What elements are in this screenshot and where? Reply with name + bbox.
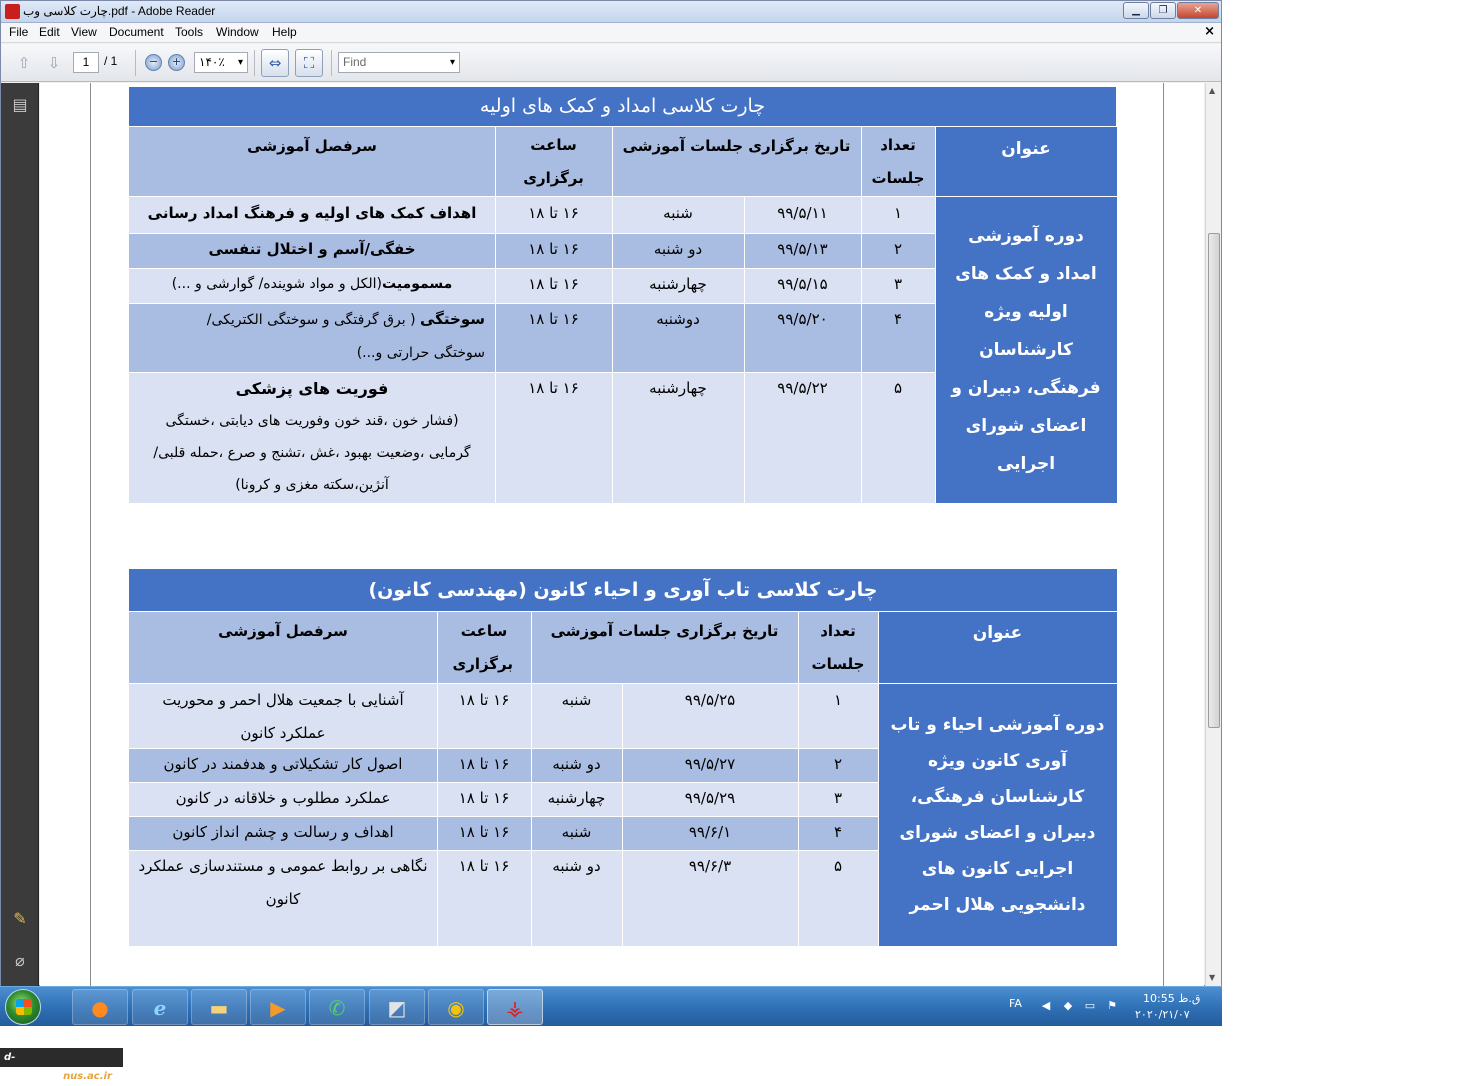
chart2-row4-day: شنبه <box>531 816 622 850</box>
grid-line <box>129 233 935 234</box>
chart1-row3-topic-cell <box>129 268 495 303</box>
chart1-row5-date: ۹۹/۵/۲۲ <box>744 372 861 503</box>
toolbar-separator <box>254 50 255 76</box>
document-view[interactable] <box>40 83 1204 986</box>
zoom-level-value: ۱۴۰٪ <box>199 55 225 69</box>
page-total: / 1 <box>104 54 118 68</box>
taskbar <box>0 986 1222 1026</box>
grid-line <box>129 850 878 851</box>
chart2-row4-time: ۱۶ تا ۱۸ <box>437 816 531 850</box>
internet-explorer-icon[interactable]: e <box>132 989 188 1025</box>
close-document-icon[interactable]: × <box>1204 24 1215 39</box>
media-player-icon[interactable]: ▶ <box>250 989 306 1025</box>
window-title: چارت کلاسی وب.pdf - Adobe Reader <box>23 4 216 18</box>
chart1-title: چارت کلاسی امداد و کمک های اولیه <box>129 87 1116 127</box>
chart1-row3-date: ۹۹/۵/۱۵ <box>744 268 861 303</box>
firefox-icon[interactable]: ● <box>72 989 128 1025</box>
page-left-edge <box>90 83 91 986</box>
chart1-header-time: ساعت برگزاری <box>495 127 612 196</box>
chart1-row2-time: ۱۶ تا ۱۸ <box>495 233 612 268</box>
chart2-row2-topic: اصول کار تشکیلاتی و هدفمند در کانون <box>129 748 437 782</box>
clock-time[interactable]: ق.ظ 10:55 <box>1143 992 1201 1005</box>
toolbar-separator <box>331 50 332 76</box>
zoom-dropdown-icon: ▾ <box>237 57 243 68</box>
grid-line <box>437 612 438 946</box>
grid-line <box>129 268 935 269</box>
adobe-reader-icon <box>5 4 20 19</box>
pages-icon[interactable]: ▤ <box>12 95 28 114</box>
chart1-row4-date: ۹۹/۵/۲۰ <box>744 303 861 372</box>
menu-tools[interactable]: Tools <box>175 25 204 39</box>
chart1-row1-time: ۱۶ تا ۱۸ <box>495 197 612 233</box>
chart1-row3-topic: مسمومیت <box>382 276 453 292</box>
chart2-row5-topic: نگاهی بر روابط عمومی و مستندسازی عملکرد کانون <box>129 850 437 946</box>
scroll-up-icon[interactable]: ▲ <box>1209 86 1216 95</box>
chart1-row4-day: دوشنبه <box>612 303 744 372</box>
network-icon[interactable]: ▭ <box>1084 999 1096 1012</box>
grid-line <box>798 612 799 946</box>
title-bar[interactable] <box>1 1 1221 23</box>
grid-line <box>129 372 935 373</box>
grid-line <box>531 612 532 946</box>
maximize-button[interactable]: ❐ <box>1150 2 1176 19</box>
window-controls <box>1123 2 1219 19</box>
menu-file[interactable]: File <box>9 25 29 39</box>
grid-line <box>622 684 623 946</box>
find-input[interactable] <box>338 52 460 73</box>
zoom-in-icon[interactable]: + <box>168 54 185 71</box>
grid-line <box>129 782 878 783</box>
clock-date[interactable]: ۲۰۲۰/۲۱/۰۷ <box>1135 1008 1190 1021</box>
chart1-row2-day: دو شنبه <box>612 233 744 268</box>
watermark-domain: d-boroujerd. <box>4 1052 64 1082</box>
chart1-row4-topic: سوختگی <box>420 310 485 328</box>
chart1-row5-time: ۱۶ تا ۱۸ <box>495 372 612 503</box>
chart1-row1-number: ۱ <box>861 197 935 233</box>
minimize-button[interactable]: ▁ <box>1123 2 1149 19</box>
chart1-row5-number: ۵ <box>861 372 935 503</box>
page-right-edge <box>1163 83 1164 986</box>
whatsapp-icon[interactable]: ✆ <box>309 989 365 1025</box>
grid-line <box>129 126 1116 127</box>
toolbar <box>1 44 1221 82</box>
chart1-header-topic: سرفصل آموزشی <box>129 127 495 196</box>
volume-icon[interactable]: ◀ <box>1041 999 1051 1012</box>
chart2-row5-number: ۵ <box>798 850 878 946</box>
chart1-course-title: دوره آموزشی امداد و کمک های اولیه ویژه کارشناسان فرهنگی، دبیران و اعضای شورای اجرایی <box>935 197 1117 503</box>
next-page-icon[interactable]: ⇩ <box>47 54 61 72</box>
comments-icon[interactable]: ✎ <box>13 909 27 928</box>
watermark-domain-accent: nus.ac.ir <box>63 1071 112 1082</box>
watermark <box>0 1048 123 1082</box>
chart2-row4-number: ۴ <box>798 816 878 850</box>
chart1-row2-date: ۹۹/۵/۱۳ <box>744 233 861 268</box>
grid-line <box>935 127 936 503</box>
chart1-header-date: تاریخ برگزاری جلسات آموزشی <box>612 127 861 196</box>
chart2-row2-number: ۲ <box>798 748 878 782</box>
grid-line <box>129 816 878 817</box>
adobe-reader-icon[interactable]: ⚶ <box>487 989 543 1025</box>
chart1-row1-topic: اهداف کمک های اولیه و فرهنگ امداد رسانی <box>129 197 495 233</box>
chart2-row3-date: ۹۹/۵/۲۹ <box>622 782 798 816</box>
zoom-out-icon[interactable]: − <box>145 54 162 71</box>
chart2-row1-time: ۱۶ تا ۱۸ <box>437 684 531 748</box>
chart1-row5-topic-cell <box>129 372 495 503</box>
chart2-course-title: دوره آموزشی احیاء و تاب آوری کانون ویژه کارشناسان فرهنگی، دبیران و اعضای شورای اجرایی کانون های دانشجویی هلال احمر <box>878 684 1117 946</box>
page-number-input[interactable]: 1 <box>73 52 99 73</box>
chart1-header-sessions: تعداد جلسات <box>861 127 935 196</box>
vertical-scrollbar[interactable] <box>1205 83 1221 986</box>
previous-page-icon[interactable]: ⇧ <box>17 54 31 72</box>
chart2-row1-topic: آشنایی با جمعیت هلال احمر و محوریت عملکرد کانون <box>129 684 437 748</box>
chart1-row1-day: شنبه <box>612 197 744 233</box>
chart1-row2-number: ۲ <box>861 233 935 268</box>
chart1-row4-time: ۱۶ تا ۱۸ <box>495 303 612 372</box>
navigation-panel <box>1 83 39 986</box>
grid-line <box>129 196 1116 197</box>
menu-bar <box>1 23 1221 43</box>
system-tray <box>997 987 1222 1027</box>
chart2-row2-day: دو شنبه <box>531 748 622 782</box>
action-center-icon[interactable]: ⚑ <box>1107 999 1117 1012</box>
chart2-row4-topic: اهداف و رسالت و چشم انداز کانون <box>129 816 437 850</box>
chart2-title: چارت کلاسی تاب آوری و احیاء کانون (مهندسی کانون) <box>129 569 1117 612</box>
chart2-row1-number: ۱ <box>798 684 878 748</box>
grid-line <box>744 197 745 503</box>
grid-line <box>612 127 613 503</box>
menu-document[interactable]: Document <box>109 25 164 39</box>
chart2-header-title: عنوان <box>878 612 1117 683</box>
chart1-row2-topic: خفگی/آسم و اختلال تنفسی <box>129 233 495 268</box>
chart1-row1-date: ۹۹/۵/۱۱ <box>744 197 861 233</box>
chart2-row4-date: ۹۹/۶/۱ <box>622 816 798 850</box>
chart1-row5-topic: فوریت های پزشکی <box>235 379 389 398</box>
chart2-row3-day: چهارشنبه <box>531 782 622 816</box>
grid-line <box>495 127 496 503</box>
chart1-row3-number: ۳ <box>861 268 935 303</box>
chart1-row3-time: ۱۶ تا ۱۸ <box>495 268 612 303</box>
chart2-header-topic: سرفصل آموزشی <box>129 612 437 683</box>
grid-line <box>878 612 879 946</box>
fit-width-icon[interactable]: ⇔ <box>261 49 289 77</box>
chart2-row1-date: ۹۹/۵/۲۵ <box>622 684 798 748</box>
chart2-header-sessions: تعداد جلسات <box>798 612 878 683</box>
scroll-down-icon[interactable]: ▼ <box>1209 973 1216 982</box>
chart1-row5-day: چهارشنبه <box>612 372 744 503</box>
language-indicator[interactable]: FA <box>1009 997 1022 1010</box>
chart2-row2-time: ۱۶ تا ۱۸ <box>437 748 531 782</box>
menu-window[interactable]: Window <box>216 25 259 39</box>
windows-logo-icon <box>16 999 32 1015</box>
grid-line <box>129 611 1117 612</box>
chart1-header-title: عنوان <box>935 127 1117 196</box>
chart2-row3-topic: عملکرد مطلوب و خلاقانه در کانون <box>129 782 437 816</box>
find-placeholder: Find <box>343 55 367 69</box>
toolbar-separator <box>135 50 136 76</box>
chrome-icon[interactable]: ◉ <box>428 989 484 1025</box>
zoom-level-select[interactable] <box>194 52 248 73</box>
shield-icon[interactable]: ◆ <box>1063 999 1073 1012</box>
attachment-icon[interactable]: ⌀ <box>15 951 25 970</box>
grid-line <box>129 683 1117 684</box>
chart1-row4-number: ۴ <box>861 303 935 372</box>
close-button[interactable]: ✕ <box>1177 2 1219 19</box>
file-explorer-icon[interactable]: ▬ <box>191 989 247 1025</box>
chart2-header-date: تاریخ برگزاری جلسات آموزشی <box>531 612 798 683</box>
chart1-row5-detail: (فشار خون ،قند خون وفوریت های دیابتی ،خستگی گرمایی ،وضعیت بهبود ،غش ،تشنج و صرع ،حمله قلبی/آنژین،سکته مغزی و کرونا) <box>153 413 471 493</box>
chart1-row4-detail: ( برق گرفتگی و سوختگی الکتریکی/ سوختگی حرارتی و...) <box>206 312 485 361</box>
chart1-row3-detail: (الکل و مواد شوینده/ گوارشی و ...) <box>171 276 382 292</box>
chart2-row5-day: دو شنبه <box>531 850 622 946</box>
chart2-row5-date: ۹۹/۶/۳ <box>622 850 798 946</box>
scanner-icon[interactable]: ◩ <box>369 989 425 1025</box>
grid-line <box>129 748 878 749</box>
menu-edit[interactable]: Edit <box>39 25 60 39</box>
grid-line <box>861 127 862 503</box>
menu-help[interactable]: Help <box>272 25 297 39</box>
chart2-row3-number: ۳ <box>798 782 878 816</box>
chart2-header-time: ساعت برگزاری <box>437 612 531 683</box>
grid-line <box>129 303 935 304</box>
chart2-row3-time: ۱۶ تا ۱۸ <box>437 782 531 816</box>
chart2-row2-date: ۹۹/۵/۲۷ <box>622 748 798 782</box>
chart1-row4-topic-cell <box>129 303 495 372</box>
find-dropdown-icon: ▾ <box>449 57 455 68</box>
menu-view[interactable]: View <box>71 25 97 39</box>
fit-page-icon[interactable]: ⛶ <box>295 49 323 77</box>
windows-start-icon[interactable] <box>5 989 41 1025</box>
chart1-row3-day: چهارشنبه <box>612 268 744 303</box>
scroll-thumb[interactable] <box>1208 233 1220 728</box>
chart2-row5-time: ۱۶ تا ۱۸ <box>437 850 531 946</box>
chart2-row1-day: شنبه <box>531 684 622 748</box>
